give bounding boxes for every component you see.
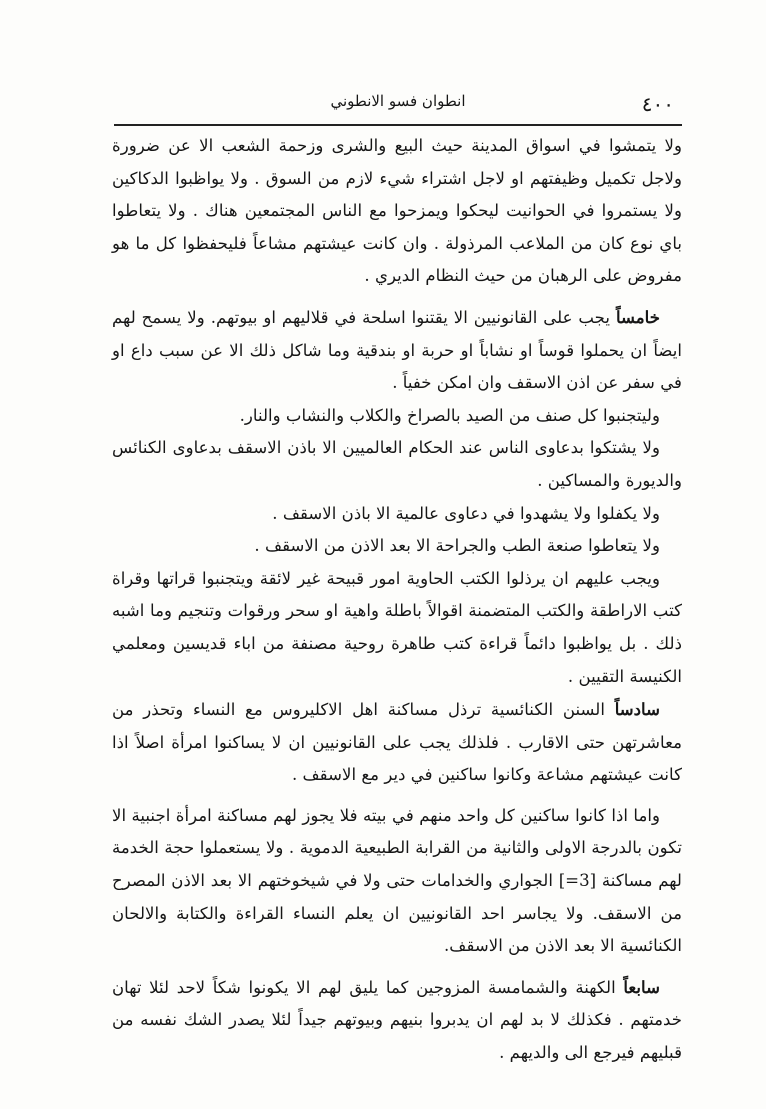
running-title: انطوان فسو الانطوني (330, 92, 466, 110)
paragraph-text: ولا يتعاطوا صنعة الطب والجراحة الا بعد الاذن من الاسقف . (254, 536, 660, 556)
page-number: ٤٠٠ (641, 92, 674, 116)
header-rule (114, 124, 682, 126)
paragraph-text: السنن الكنائسية ترذل مساكنة اهل الاكليروس مع النساء وتحذر من معاشرتهن حتى الاقارب . فلذلك يجب على القانونيين ان لا يساكنوا امرأة اصلاً اذا كانت عيشتهم مشاعة وكانوا ساكنين في دير مع الاسقف . (112, 700, 682, 785)
paragraph-text: ولا يكفلوا ولا يشهدوا في دعاوى عالمية الا باذن الاسقف . (272, 503, 660, 523)
paragraph-5 (112, 498, 682, 531)
paragraph-text: ولا يشتكوا بدعاوى الناس عند الحكام العالميين الا باذن الاسقف بدعاوى الكنائس والديورة والمساكين . (112, 438, 682, 490)
paragraph-text: ويجب عليهم ان يرذلوا الكتب الحاوية امور قبيحة غير لائقة ويتجنبوا قراتها وقراة كتب الاراطقة والكتب المتضمنة اقوالاً باطلة واهية او سحر ورقوات وتنجيم وما اشبه ذلك . بل يواظبوا دائماً قراءة كتب طاهرة روحية مصنفة من اباء قديسين ومعلمي الكنيسة التقيين . (112, 568, 682, 686)
paragraph-text: ولا يتمشوا في اسواق المدينة حيث البيع والشرى وزحمة الشعب الا عن ضرورة ولاجل تكميل وظيفتهم او لاجل اشتراء شيء لازم من السوق . ولا يواظبوا الدكاكين ولا يستمروا في الحوانيت ليحكوا ويمزحوا مع الناس المجتمعين هناك . ولا يتعاطوا باي نوع كان من الملاعب المرذولة . وان كانت عيشتهم مشاعاً فليحفظوا كل ما هو مفروض على الرهبان من حيث النظام الديري . (112, 136, 682, 286)
paragraph-2 (112, 301, 682, 400)
section-lead-sixth: سادساً (614, 699, 660, 720)
paragraph-8 (112, 693, 682, 792)
paragraph-text: وليتجنبوا كل صنف من الصيد بالصراخ والكلاب والنشاب والنار. (239, 405, 660, 425)
paragraph-10 (112, 971, 682, 1070)
paragraph-3 (112, 400, 682, 433)
paragraph-text: الكهنة والشمامسة المزوجين كما يليق لهم الا يكونوا شكاً لاحد لئلا تهان خدمتهم . فكذلك لا بد لهم ان يدبروا بنيهم وبيوتهم جيداً لئلا يصدر الشك نفسه من قبليهم فيرجع الى والديهم . (112, 977, 682, 1063)
paragraph-text: يجب على القانونيين الا يقتنوا اسلحة في قلاليهم او بيوتهم. ولا يسمح لهم ايضاً ان يحملوا قوساً او نشاباً او حربة او بندقية وما شاكل ذلك الا عن سبب داع او في سفر عن اذن الاسقف وان امكن خفياً . (112, 307, 682, 393)
paragraph-4 (112, 432, 682, 497)
section-lead-seventh: سابعاً (623, 976, 660, 997)
paragraph-6 (112, 530, 682, 563)
section-lead-fifth: خامساً (615, 306, 660, 327)
paragraph-text: واما اذا كانوا ساكنين كل واحد منهم في بيته فلا يجوز لهم مساكنة امرأة اجنبية الا تكون بالدرجة الاولى والثانية من القرابة الطبيعية الدموية . ولا يستعملوا حجة الخدمة لهم مساكنة [3=] الجواري والخدامات حتى ولا في شيخوختهم الا بعد الاذن المصرح من الاسقف. ولا يجاسر احد القانونيين ان يعلم النساء القراءة والكتابة والالحان الكنائسية الا بعد الاذن من الاسقف. (112, 805, 682, 956)
page-header (118, 92, 678, 120)
paragraph-9 (112, 800, 682, 963)
page-body (112, 130, 682, 1070)
paragraph-7 (112, 563, 682, 693)
paragraph-1 (112, 130, 682, 293)
